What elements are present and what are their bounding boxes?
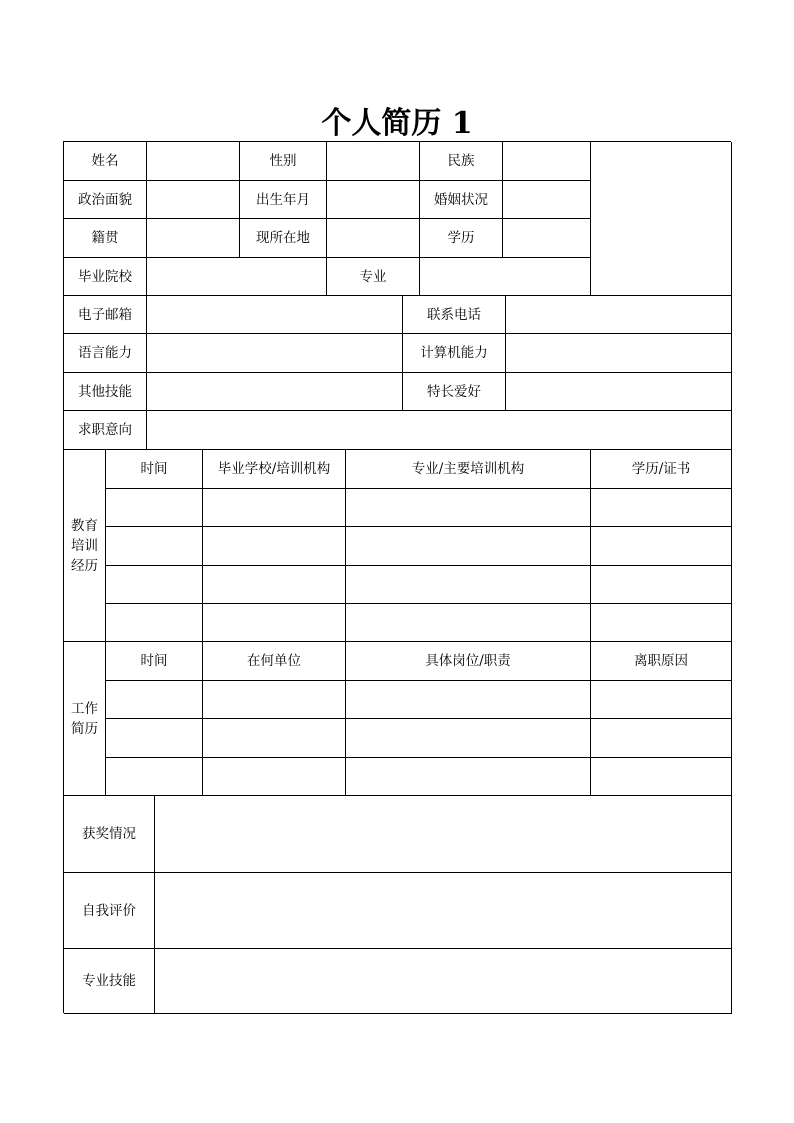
work-header-reason: 离职原因 [591,642,732,681]
label-computer: 计算机能力 [403,334,506,373]
field-self-evaluation[interactable] [155,873,732,949]
field-language[interactable] [147,334,403,373]
field-job-intent[interactable] [147,411,732,450]
label-marital-status: 婚姻状况 [420,181,503,219]
work-header-position: 具体岗位/职责 [346,642,591,681]
field-political-status[interactable] [147,181,240,219]
work-cell[interactable] [346,758,591,796]
education-cell[interactable] [591,604,732,642]
work-header-employer: 在何单位 [203,642,346,681]
education-header-school: 毕业学校/培训机构 [203,450,346,489]
work-cell[interactable] [106,681,203,719]
education-cell[interactable] [106,489,203,527]
field-computer[interactable] [506,334,732,373]
field-current-location[interactable] [327,219,420,258]
label-political-status: 政治面貌 [64,181,147,219]
work-cell[interactable] [203,681,346,719]
education-cell[interactable] [203,566,346,604]
field-gender[interactable] [327,142,420,181]
label-self-evaluation: 自我评价 [64,873,155,949]
field-ethnicity[interactable] [503,142,591,181]
label-language: 语言能力 [64,334,147,373]
field-education-level[interactable] [503,219,591,258]
label-gender: 性别 [240,142,327,181]
field-hobbies[interactable] [506,373,732,411]
education-cell[interactable] [346,527,591,566]
field-name[interactable] [147,142,240,181]
education-cell[interactable] [591,527,732,566]
education-cell[interactable] [203,527,346,566]
page-title: 个人简历 1 [321,106,473,141]
label-native-place: 籍贯 [64,219,147,258]
label-major: 专业 [327,258,420,296]
field-email[interactable] [147,296,403,334]
label-ethnicity: 民族 [420,142,503,181]
education-cell[interactable] [591,489,732,527]
work-cell[interactable] [346,719,591,758]
label-birth-date: 出生年月 [240,181,327,219]
education-cell[interactable] [346,566,591,604]
education-header-time: 时间 [106,450,203,489]
field-graduate-school[interactable] [147,258,327,296]
work-header-time: 时间 [106,642,203,681]
field-awards[interactable] [155,796,732,873]
work-cell[interactable] [346,681,591,719]
education-header-major: 专业/主要培训机构 [346,450,591,489]
label-professional-skills: 专业技能 [64,949,155,1014]
education-cell[interactable] [106,566,203,604]
label-name: 姓名 [64,142,147,181]
work-cell[interactable] [591,681,732,719]
education-section-label: 教育 培训 经历 [64,450,106,642]
label-hobbies: 特长爱好 [403,373,506,411]
field-birth-date[interactable] [327,181,420,219]
field-other-skills[interactable] [147,373,403,411]
label-job-intent: 求职意向 [64,411,147,450]
work-cell[interactable] [591,758,732,796]
education-cell[interactable] [346,604,591,642]
education-cell[interactable] [203,604,346,642]
label-other-skills: 其他技能 [64,373,147,411]
label-phone: 联系电话 [403,296,506,334]
education-cell[interactable] [346,489,591,527]
label-education-level: 学历 [420,219,503,258]
work-cell[interactable] [203,758,346,796]
education-cell[interactable] [591,566,732,604]
label-awards: 获奖情况 [64,796,155,873]
label-graduate-school: 毕业院校 [64,258,147,296]
resume-table [63,141,731,1013]
work-cell[interactable] [203,719,346,758]
label-current-location: 现所在地 [240,219,327,258]
photo-box[interactable] [591,142,732,296]
field-professional-skills[interactable] [155,949,732,1014]
education-header-degree: 学历/证书 [591,450,732,489]
label-email: 电子邮箱 [64,296,147,334]
field-major[interactable] [420,258,591,296]
field-phone[interactable] [506,296,732,334]
work-cell[interactable] [106,758,203,796]
work-section-label: 工作 简历 [64,642,106,796]
education-cell[interactable] [106,604,203,642]
work-cell[interactable] [591,719,732,758]
education-cell[interactable] [106,527,203,566]
field-marital-status[interactable] [503,181,591,219]
field-native-place[interactable] [147,219,240,258]
education-cell[interactable] [203,489,346,527]
work-cell[interactable] [106,719,203,758]
